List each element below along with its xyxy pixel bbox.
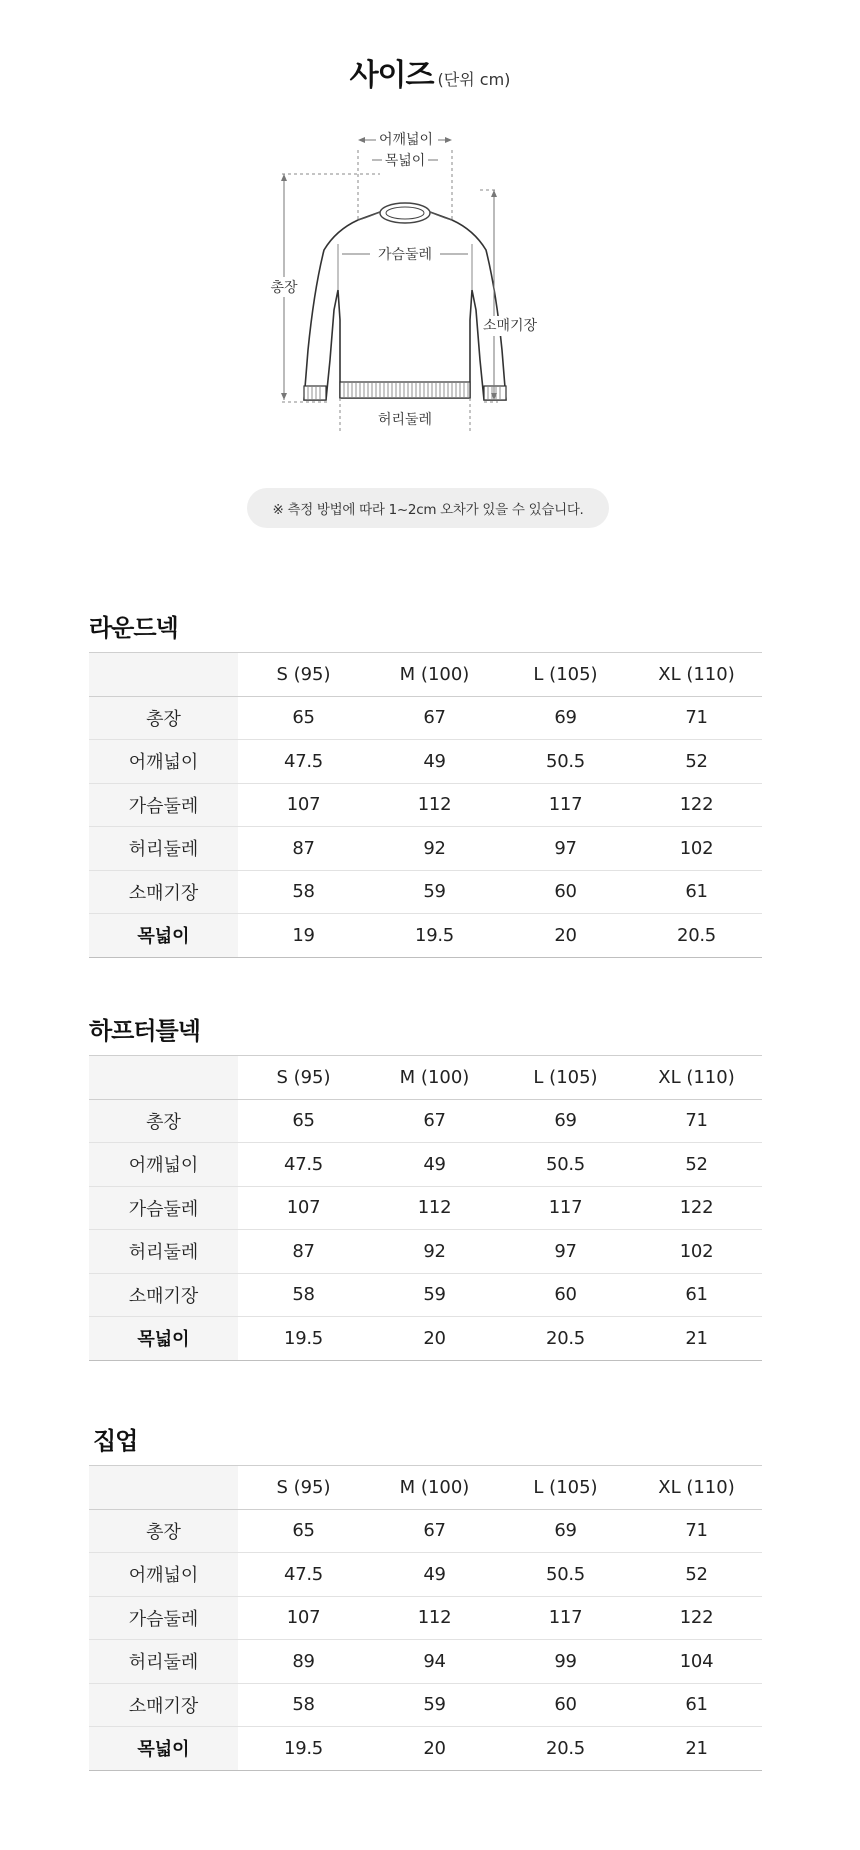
table-cell: 92	[423, 837, 446, 859]
table-row	[89, 1230, 762, 1274]
header-corner	[89, 653, 238, 697]
table-cell: 47.5	[284, 750, 323, 772]
header-size: M (100)	[399, 1066, 470, 1088]
table-cell: 107	[286, 1197, 321, 1219]
table-cell: 60	[554, 1694, 577, 1716]
table-row	[89, 870, 762, 914]
row-label: 소매기장	[89, 870, 238, 914]
table-row	[89, 696, 762, 740]
row-label: 목넓이	[89, 914, 238, 958]
table-cell: 122	[679, 1607, 714, 1629]
table-cell: 65	[292, 1520, 315, 1542]
table-cell: 97	[554, 837, 577, 859]
header-size: XL (110)	[658, 1476, 735, 1498]
label-sleeve: 소매기장	[482, 318, 538, 334]
table-cell: 47.5	[284, 1153, 323, 1175]
table-cell: 87	[292, 837, 315, 859]
table-cell: 58	[292, 1284, 315, 1306]
table-cell: 60	[554, 1284, 577, 1306]
table-cell: 71	[685, 707, 708, 729]
table-cell: 69	[554, 1520, 577, 1542]
table-row	[89, 827, 762, 871]
table-cell: 94	[423, 1650, 446, 1672]
section-title: 집업	[93, 1427, 138, 1455]
header-size: S (95)	[276, 663, 331, 685]
table-cell: 60	[554, 881, 577, 903]
table-cell: 49	[423, 1563, 446, 1585]
table-cell: 19.5	[284, 1327, 323, 1349]
row-label: 가슴둘레	[89, 783, 238, 827]
header-corner	[89, 1466, 238, 1510]
table-cell: 97	[554, 1240, 577, 1262]
table-cell: 92	[423, 1240, 446, 1262]
sweatshirt-diagram	[270, 132, 590, 460]
header-size: M (100)	[399, 1476, 470, 1498]
row-label: 어깨넓이	[89, 740, 238, 784]
table-row	[89, 1640, 762, 1684]
size-table	[89, 652, 762, 958]
table-cell: 52	[685, 750, 708, 772]
header-size: S (95)	[276, 1476, 331, 1498]
table-cell: 20.5	[677, 924, 716, 946]
table-row	[89, 1186, 762, 1230]
table-cell: 20.5	[546, 1737, 585, 1759]
row-label: 어깨넓이	[89, 1143, 238, 1187]
table-cell: 19.5	[284, 1737, 323, 1759]
table-cell: 21	[685, 1737, 708, 1759]
row-label: 총장	[89, 696, 238, 740]
table-row	[89, 1683, 762, 1727]
page-title-row	[0, 50, 860, 94]
table-cell: 71	[685, 1110, 708, 1132]
table-row	[89, 1727, 762, 1771]
table-cell: 117	[548, 794, 583, 816]
table-cell: 112	[417, 794, 452, 816]
table-cell: 107	[286, 1607, 321, 1629]
header-size: L (105)	[533, 1066, 598, 1088]
size-section-round-neck	[89, 608, 762, 958]
table-cell: 59	[423, 1284, 446, 1306]
row-label: 가슴둘레	[89, 1596, 238, 1640]
table-cell: 67	[423, 1110, 446, 1132]
header-corner	[89, 1056, 238, 1100]
table-cell: 117	[548, 1607, 583, 1629]
row-label: 가슴둘레	[89, 1186, 238, 1230]
table-cell: 65	[292, 707, 315, 729]
table-cell: 19.5	[415, 924, 454, 946]
table-cell: 107	[286, 794, 321, 816]
row-label: 소매기장	[89, 1683, 238, 1727]
table-cell: 99	[554, 1650, 577, 1672]
section-title: 하프터틀넥	[89, 1017, 200, 1045]
row-label: 목넓이	[89, 1727, 238, 1771]
table-cell: 50.5	[546, 750, 585, 772]
table-cell: 117	[548, 1197, 583, 1219]
table-row	[89, 1509, 762, 1553]
table-row	[89, 1317, 762, 1361]
table-cell: 59	[423, 1694, 446, 1716]
header-size: S (95)	[276, 1066, 331, 1088]
size-table	[89, 1055, 762, 1361]
sweatshirt-illustration	[270, 132, 590, 460]
table-cell: 65	[292, 1110, 315, 1132]
page-title: 사이즈	[349, 58, 434, 93]
table-cell: 20	[554, 924, 577, 946]
table-cell: 20	[423, 1737, 446, 1759]
header-size: L (105)	[533, 663, 598, 685]
row-label: 허리둘레	[89, 1230, 238, 1274]
table-cell: 50.5	[546, 1153, 585, 1175]
table-cell: 104	[679, 1650, 714, 1672]
table-row	[89, 914, 762, 958]
table-cell: 58	[292, 1694, 315, 1716]
table-header-row	[89, 653, 762, 697]
row-label: 총장	[89, 1099, 238, 1143]
header-size: XL (110)	[658, 663, 735, 685]
label-neck: 목넓이	[384, 153, 426, 169]
table-row	[89, 740, 762, 784]
unit-label: (단위 cm)	[437, 70, 511, 89]
row-label: 총장	[89, 1509, 238, 1553]
table-header-row	[89, 1056, 762, 1100]
table-cell: 67	[423, 707, 446, 729]
size-section-half-turtleneck	[89, 1011, 762, 1361]
table-cell: 58	[292, 881, 315, 903]
table-cell: 61	[685, 1694, 708, 1716]
table-cell: 19	[292, 924, 315, 946]
table-cell: 21	[685, 1327, 708, 1349]
table-cell: 52	[685, 1563, 708, 1585]
table-cell: 69	[554, 707, 577, 729]
table-row	[89, 1143, 762, 1187]
measurement-note: ※ 측정 방법에 따라 1~2cm 오차가 있을 수 있습니다.	[247, 488, 609, 528]
header-size: XL (110)	[658, 1066, 735, 1088]
table-cell: 50.5	[546, 1563, 585, 1585]
table-cell: 102	[679, 1240, 714, 1262]
table-cell: 20.5	[546, 1327, 585, 1349]
table-cell: 122	[679, 794, 714, 816]
header-size: L (105)	[533, 1476, 598, 1498]
table-cell: 67	[423, 1520, 446, 1542]
table-cell: 59	[423, 881, 446, 903]
table-cell: 87	[292, 1240, 315, 1262]
table-cell: 47.5	[284, 1563, 323, 1585]
table-cell: 122	[679, 1197, 714, 1219]
table-row	[89, 1553, 762, 1597]
table-cell: 20	[423, 1327, 446, 1349]
label-chest: 가슴둘레	[377, 247, 433, 263]
table-cell: 49	[423, 750, 446, 772]
table-row	[89, 783, 762, 827]
label-waist: 허리둘레	[377, 412, 433, 428]
table-cell: 69	[554, 1110, 577, 1132]
table-row	[89, 1596, 762, 1640]
size-section-zip-up	[89, 1421, 762, 1771]
row-label: 어깨넓이	[89, 1553, 238, 1597]
row-label: 허리둘레	[89, 827, 238, 871]
table-cell: 61	[685, 1284, 708, 1306]
table-cell: 49	[423, 1153, 446, 1175]
table-cell: 112	[417, 1197, 452, 1219]
table-cell: 52	[685, 1153, 708, 1175]
header-size: M (100)	[399, 663, 470, 685]
row-label: 소매기장	[89, 1273, 238, 1317]
section-title: 라운드넥	[89, 614, 178, 642]
label-shoulder: 어깨넓이	[378, 132, 434, 148]
size-table	[89, 1465, 762, 1771]
label-length: 총장	[270, 280, 298, 296]
row-label: 허리둘레	[89, 1640, 238, 1684]
table-cell: 112	[417, 1607, 452, 1629]
table-row	[89, 1099, 762, 1143]
table-cell: 71	[685, 1520, 708, 1542]
table-header-row	[89, 1466, 762, 1510]
table-cell: 61	[685, 881, 708, 903]
table-cell: 102	[679, 837, 714, 859]
row-label: 목넓이	[89, 1317, 238, 1361]
table-row	[89, 1273, 762, 1317]
table-cell: 89	[292, 1650, 315, 1672]
